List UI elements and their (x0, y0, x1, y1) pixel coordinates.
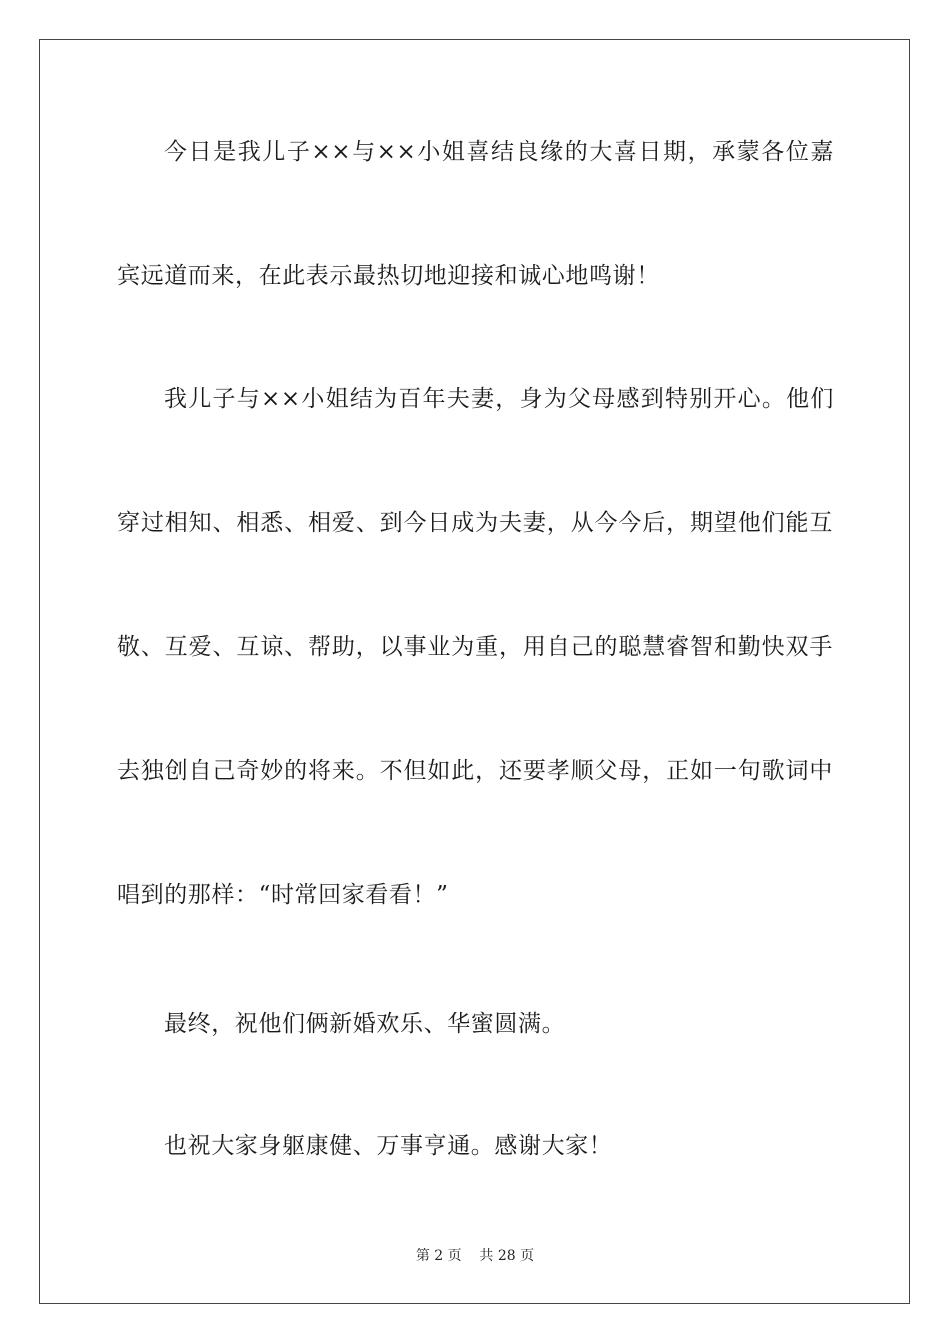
paragraph-4: 也祝大家身躯康健、万事亨通。感谢大家！ (164, 1133, 613, 1159)
paragraph-1-line-1: 今日是我儿子××与××小姐喜结良缘的大喜日期，承蒙各位嘉 (164, 139, 834, 165)
paragraph-2-line-3: 敬、互爱、互谅、帮助，以事业为重，用自己的聪慧睿智和勤快双手 (117, 634, 833, 660)
paragraph-2-line-2: 穿过相知、相悉、相爱、到今日成为夫妻，从今今后，期望他们能互 (117, 510, 833, 536)
paragraph-2-line-1: 我儿子与××小姐结为百年夫妻，身为父母感到特别开心。他们 (164, 386, 834, 412)
paragraph-3: 最终，祝他们俩新婚欢乐、华蜜圆满。 (164, 1011, 566, 1037)
paragraph-2-line-5: 唱到的那样：“时常回家看看！” (117, 882, 449, 908)
paragraph-2-line-4: 去独创自己奇妙的将来。不但如此，还要孝顺父母，正如一句歌词中 (117, 758, 833, 784)
page-number-footer: 第 2 页 共 28 页 (415, 1248, 535, 1264)
paragraph-1-line-2: 宾远道而来，在此表示最热切地迎接和诚心地鸣谢！ (117, 263, 660, 289)
page-border (39, 39, 910, 1304)
